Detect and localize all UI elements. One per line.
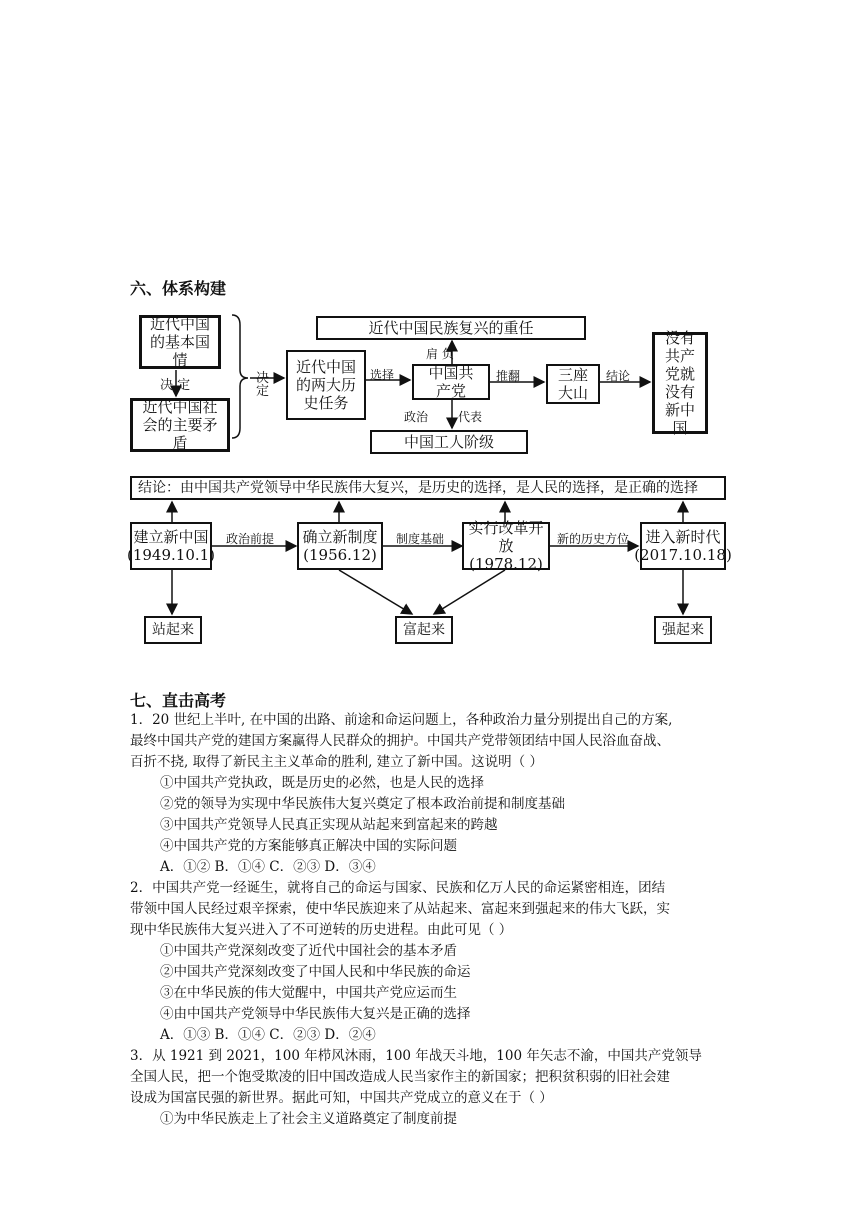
label-decide-brace: 决定	[256, 371, 270, 399]
q1-option-3: ③中国共产党领导人民真正实现从站起来到富起来的跨越	[160, 817, 498, 833]
box-cpc	[412, 364, 490, 400]
node-title: 进入新时代	[645, 528, 721, 546]
outcome-stand-up	[144, 616, 202, 644]
q1-option-4: ④中国共产党的方案能够真正解决中国的实际问题	[160, 838, 457, 854]
edge-label-political-premise: 政治前提	[226, 532, 275, 546]
q2-option-1: ①中国共产党深刻改变了近代中国社会的基本矛盾	[160, 943, 457, 959]
outcome-text: 站起来	[152, 622, 194, 638]
node-reform-opening	[462, 519, 550, 573]
question-2-stem	[130, 878, 740, 941]
question-line: 百折不挠, 取得了新民主主义革命的胜利, 建立了新中国。这说明（ ）	[130, 754, 543, 770]
q1-option-1: ①中国共产党执政，既是历史的必然，也是人民的选择	[160, 775, 484, 791]
label-political: 政治	[404, 410, 429, 424]
q3-option-1: ①为中华民族走上了社会主义道路奠定了制度前提	[160, 1111, 457, 1127]
label-decide-vertical: 决 定	[160, 378, 191, 393]
q1-option-2: ②党的领导为实现中华民族伟大复兴奠定了根本政治前提和制度基础	[160, 796, 565, 812]
box-two-historical-tasks-text: 近代中国的两大历史任务	[295, 358, 356, 412]
box-basic-national-situation	[139, 315, 221, 369]
box-no-cpc-no-new-china-text: 没有共产党就没有新中国	[664, 329, 695, 437]
node-date: (1956.12)	[303, 546, 377, 564]
q2-option-4: ④由中国共产党领导中华民族伟大复兴是正确的选择	[160, 1006, 471, 1022]
box-working-class	[370, 430, 528, 454]
question-line: 现中华民族伟大复兴进入了不可逆转的历史进程。由此可见（ ）	[130, 922, 513, 938]
box-main-contradiction-text: 近代中国社会的主要矛盾	[142, 398, 218, 452]
box-rejuvenation-mission-text: 近代中国民族复兴的重任	[368, 319, 534, 337]
section-6-heading: 六、体系构建	[130, 279, 227, 298]
box-main-contradiction	[130, 398, 230, 452]
q2-answer-choices: A．①③ B．①④ C．②③ D．②④	[160, 1027, 376, 1043]
box-three-mountains	[546, 364, 600, 404]
section-7-heading: 七、直击高考	[130, 691, 227, 710]
box-basic-national-situation-text: 近代中国的基本国情	[149, 315, 210, 369]
outcome-become-strong	[654, 616, 712, 644]
edge-label-institutional-foundation: 制度基础	[396, 532, 445, 546]
node-title: 确立新制度	[302, 528, 378, 546]
label-shoulder: 肩 负	[426, 347, 454, 361]
question-line: 3．从 1921 到 2021，100 年栉风沐雨，100 年战天斗地，100 年矢志不渝，中国共产党领导	[130, 1048, 702, 1064]
question-line: 1．20 世纪上半叶, 在中国的出路、前途和命运问题上，各种政治力量分别提出自己的方案,	[130, 712, 673, 728]
box-no-cpc-no-new-china	[652, 329, 708, 437]
q1-answer-choices: A．①② B．①④ C．②③ D．③④	[160, 859, 376, 875]
node-new-system	[297, 522, 383, 570]
label-conclusion: 结论	[606, 369, 631, 383]
box-working-class-text: 中国工人阶级	[403, 433, 494, 451]
edge-label-new-historical-position: 新的历史方位	[557, 532, 630, 546]
question-line: 全国人民，把一个饱受欺凌的旧中国改造成人民当家作主的新国家；把积贫积弱的旧社会建	[130, 1069, 670, 1085]
outcome-text: 强起来	[662, 622, 704, 638]
node-new-era	[634, 522, 732, 570]
outcome-get-rich	[395, 616, 453, 644]
outcome-text: 富起来	[403, 622, 445, 638]
box-rejuvenation-mission	[316, 316, 586, 340]
node-date: (1949.10.1)	[126, 546, 216, 564]
q2-option-3: ③在中华民族的伟大觉醒中，中国共产党应运而生	[160, 985, 457, 1001]
question-1-stem	[130, 710, 740, 773]
question-line: 2．中国共产党一经诞生，就将自己的命运与国家、民族和亿万人民的命运紧密相连，团结	[130, 880, 666, 896]
q2-option-2: ②中国共产党深刻改变了中国人民和中华民族的命运	[160, 964, 471, 980]
node-title: 实行改革开放	[468, 519, 544, 555]
box-three-mountains-text: 三座大山	[557, 366, 588, 402]
label-represent: 代表	[458, 410, 483, 424]
label-overthrow: 推翻	[496, 369, 521, 383]
box-cpc-text: 中国共产党	[428, 364, 474, 400]
node-founding-new-china	[126, 522, 216, 570]
question-line: 带领中国人民经过艰辛探索，使中华民族迎来了从站起来、富起来到强起来的伟大飞跃，实	[130, 901, 670, 917]
question-3-stem	[130, 1046, 740, 1109]
node-title: 建立新中国	[133, 528, 209, 546]
question-line: 设成为国富民强的新世界。据此可知，中国共产党成立的意义在于（ ）	[130, 1090, 553, 1106]
node-date: (1978.12)	[469, 555, 543, 573]
label-choose: 选择	[370, 368, 395, 382]
conclusion-banner-text: 结论：由中国共产党领导中华民族伟大复兴，是历史的选择，是人民的选择，是正确的选择	[138, 480, 698, 496]
box-two-historical-tasks	[286, 350, 366, 420]
node-date: (2017.10.18)	[634, 546, 732, 564]
conclusion-banner	[130, 476, 726, 500]
question-line: 最终中国共产党的建国方案赢得人民群众的拥护。中国共产党带领团结中国人民浴血奋战、	[130, 733, 670, 749]
